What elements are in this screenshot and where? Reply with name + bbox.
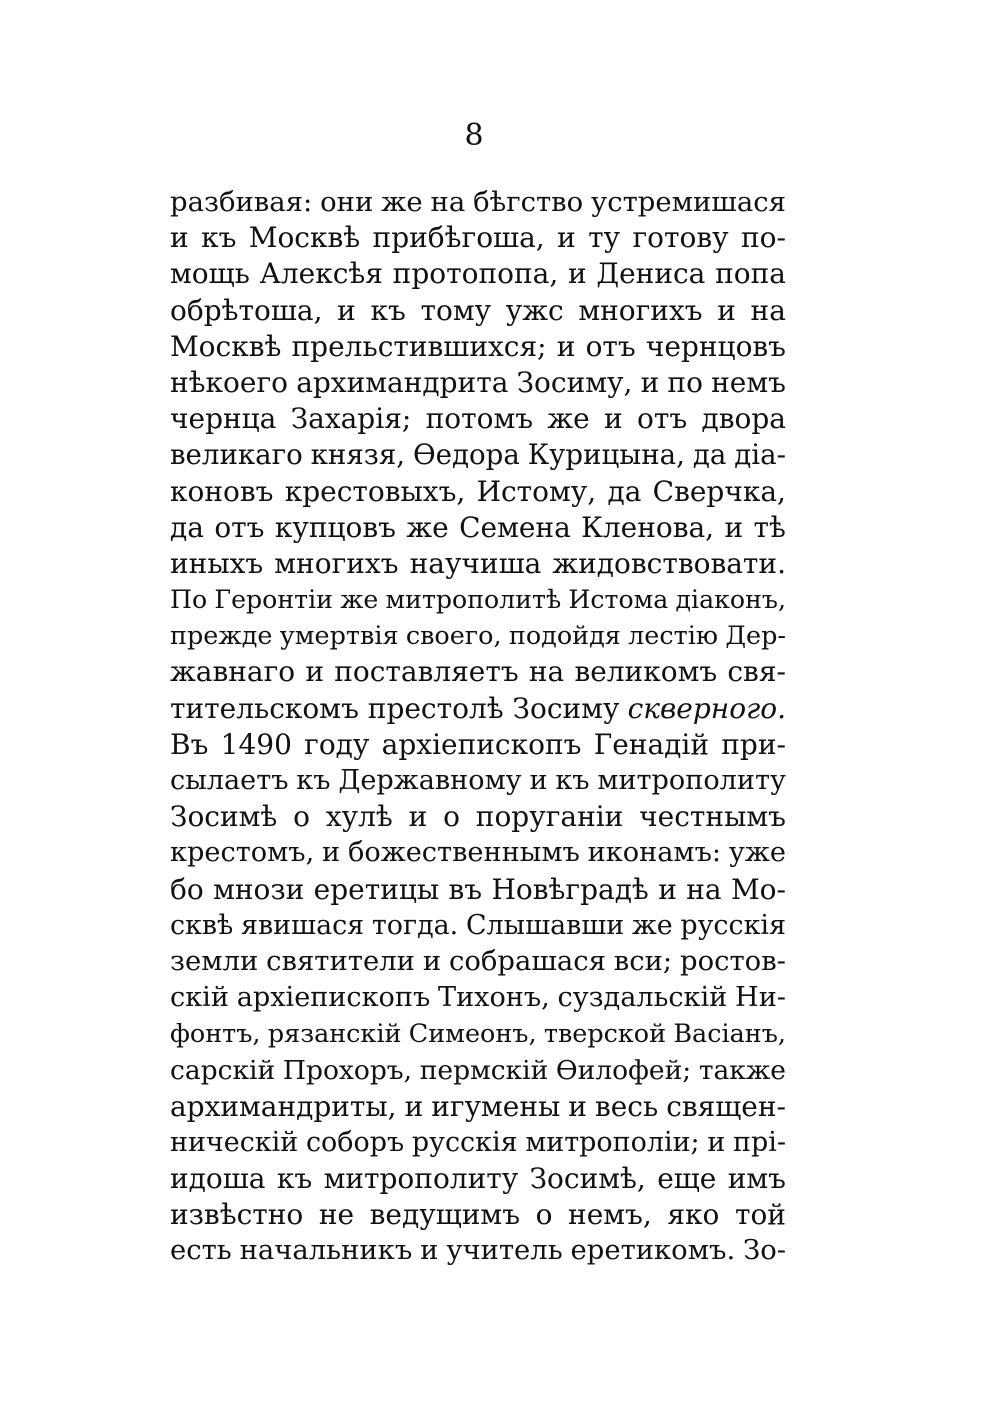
word: божественнымъ <box>347 837 580 869</box>
word: къ <box>370 293 406 327</box>
word: Семена <box>459 510 571 544</box>
word: при- <box>721 727 786 761</box>
word: Геронтіи <box>214 585 333 615</box>
word: и <box>717 293 736 327</box>
word: суздальскій <box>557 982 728 1014</box>
text-line <box>170 293 786 329</box>
word: и <box>170 221 189 255</box>
word: о <box>535 1198 553 1232</box>
word: еретикомъ. <box>570 1235 736 1267</box>
word: собрашася <box>448 945 606 977</box>
word: пермскій <box>419 1054 549 1086</box>
word: тѣ <box>753 510 786 544</box>
word: о <box>443 800 460 834</box>
word: протопопа, <box>392 257 559 291</box>
word: и <box>529 765 548 796</box>
word: разбивая: <box>170 186 313 218</box>
word: и <box>305 655 324 689</box>
word: научиша <box>409 546 542 580</box>
word: Ѳедора <box>413 438 520 472</box>
word: діаконъ, <box>675 585 786 615</box>
text-line <box>170 401 786 437</box>
word: поруганіи <box>475 800 624 834</box>
word: великаго <box>170 438 303 472</box>
word: и <box>604 402 623 436</box>
text-line <box>170 1161 786 1197</box>
word: русскія <box>680 909 786 941</box>
text-line <box>170 365 786 401</box>
word: фонтъ, <box>170 1019 261 1050</box>
word: Дениса <box>596 257 706 291</box>
word: устремишася <box>591 186 786 218</box>
word: и <box>724 510 744 544</box>
text-line <box>170 582 786 618</box>
text-line <box>170 546 786 582</box>
word: Въ <box>170 727 209 761</box>
word: къ <box>555 765 590 796</box>
word: попа <box>715 257 786 291</box>
word: митрополиту <box>323 1162 519 1196</box>
word: Ѳилофей; <box>555 1054 692 1086</box>
word: на <box>528 655 565 689</box>
page-number: 8 <box>464 118 484 153</box>
word: діа- <box>734 438 786 472</box>
word: чернцовъ <box>645 329 786 363</box>
word: крестовыхъ, <box>284 474 466 508</box>
word: они <box>320 186 374 218</box>
word: яко <box>667 1198 720 1232</box>
word: крестомъ, <box>170 837 315 869</box>
word: Зосимѣ <box>170 800 278 834</box>
word: архимандриты, <box>170 1089 397 1123</box>
word: архіепископъ <box>236 982 431 1014</box>
word: земли <box>170 945 259 977</box>
word: бо <box>170 872 204 906</box>
word: митрополіи; <box>525 1126 700 1158</box>
word: Зосимѣ, <box>529 1162 646 1196</box>
word: явишася <box>241 909 365 941</box>
word: начальникъ <box>239 1235 413 1267</box>
word: иконамъ: <box>587 837 722 869</box>
word: еще <box>657 1162 717 1196</box>
text-line <box>170 220 786 256</box>
word: Истому, <box>476 474 597 508</box>
word: же <box>547 402 590 436</box>
word: есть <box>170 1235 232 1267</box>
text-line <box>170 1233 786 1269</box>
word: по- <box>741 221 786 255</box>
word: умертвія <box>279 621 399 652</box>
word: отъ <box>585 329 636 363</box>
word: священ- <box>666 1089 786 1123</box>
word: святители <box>266 945 415 977</box>
word: скій <box>170 982 229 1014</box>
word: двора <box>701 402 786 436</box>
word: и <box>322 837 341 869</box>
text-line <box>170 1089 786 1125</box>
word: готову <box>632 221 729 255</box>
word: прельстившихся; <box>291 329 547 363</box>
word: еретицы <box>313 872 440 906</box>
word: чернца <box>170 402 277 436</box>
word: и <box>640 365 660 399</box>
word: соборъ <box>305 1126 405 1158</box>
text-line <box>170 510 786 546</box>
word: ведущимъ <box>369 1198 521 1232</box>
word: 1490 <box>220 727 292 761</box>
word: же <box>381 186 423 218</box>
text-line <box>170 872 786 908</box>
word: Слышавши <box>465 909 625 941</box>
word: Москвѣ <box>170 329 282 363</box>
word: подойдя <box>508 621 621 652</box>
text-line <box>170 474 786 510</box>
word: хулѣ <box>325 800 393 834</box>
word: митрополиту <box>597 765 786 796</box>
word: и <box>707 1126 726 1158</box>
word: сылаетъ <box>170 765 289 796</box>
word: архимандрита <box>296 365 509 399</box>
word: къ <box>276 1162 313 1196</box>
word: обрѣтоша, <box>170 293 323 327</box>
word: и <box>337 293 356 327</box>
word: на <box>430 186 466 218</box>
word: Новѣградѣ <box>491 872 649 906</box>
word: отъ <box>637 402 688 436</box>
word: ническій <box>170 1126 299 1158</box>
word: потомъ <box>425 402 534 436</box>
word: тому <box>420 293 492 327</box>
word: сарскій <box>170 1054 276 1086</box>
text-line <box>170 618 786 654</box>
word: мнози <box>213 872 305 906</box>
word: и <box>420 1235 439 1267</box>
word: и <box>404 1089 424 1123</box>
word: и <box>557 221 576 255</box>
word: къ <box>201 221 237 255</box>
word: да <box>170 510 204 544</box>
text-line <box>170 329 786 365</box>
word: и <box>422 945 442 977</box>
word: и <box>408 800 428 834</box>
word: честнымъ <box>639 800 786 834</box>
word: къ <box>296 765 331 796</box>
word: тогда. <box>371 909 459 941</box>
text-line <box>170 691 786 727</box>
word: бѣгство <box>473 186 584 218</box>
text-line <box>170 944 786 980</box>
word: поставляетъ <box>334 655 519 689</box>
word: игумены <box>431 1089 561 1123</box>
text-line <box>170 1016 786 1052</box>
word: князя, <box>310 438 406 472</box>
word: нѣкоего <box>170 365 289 399</box>
text-line <box>170 835 786 871</box>
word: той <box>734 1198 786 1232</box>
word: вси; <box>613 945 673 977</box>
word: Истома <box>568 585 669 615</box>
text-line <box>170 799 786 835</box>
word: Захарія; <box>290 402 412 436</box>
word: же <box>406 510 449 544</box>
word: митрополитѣ <box>385 585 562 615</box>
word: на <box>686 872 722 906</box>
word: также <box>698 1054 786 1086</box>
text-line <box>170 654 786 690</box>
word: по <box>667 365 703 399</box>
word: Прохоръ, <box>282 1054 413 1086</box>
text-line <box>170 256 786 292</box>
word: прежде <box>170 621 273 652</box>
word: иныхъ <box>170 546 264 580</box>
italic-word: скверного. <box>627 691 786 725</box>
word: купцовъ <box>274 510 396 544</box>
word: Тихонъ, <box>438 982 550 1014</box>
word: Державному <box>338 765 522 796</box>
word: Сверчка, <box>652 474 786 508</box>
word: ужс <box>505 293 564 327</box>
word: многихъ <box>578 293 703 327</box>
text-line <box>170 727 786 763</box>
word: Мо- <box>730 872 786 906</box>
text-line <box>170 763 786 799</box>
word: По <box>170 585 208 615</box>
word: архіепископъ <box>381 727 582 761</box>
word: лестію <box>628 621 719 652</box>
word: Генадій <box>593 727 710 761</box>
word: прибѣгоша, <box>372 221 545 255</box>
text-line <box>170 908 786 944</box>
word: извѣстно <box>170 1198 304 1232</box>
word: году <box>304 727 370 761</box>
word: Ни- <box>735 982 786 1014</box>
word: же <box>340 585 379 615</box>
word: немъ, <box>568 1198 652 1232</box>
word: Москвѣ <box>248 221 361 255</box>
word: не <box>318 1198 355 1232</box>
word: да <box>692 438 727 472</box>
word: ту <box>588 221 621 255</box>
word: коновъ <box>170 474 274 508</box>
word: да <box>607 474 642 508</box>
word: и <box>658 872 677 906</box>
text-line <box>170 437 786 473</box>
word: ростов- <box>680 945 786 977</box>
word: учитель <box>446 1235 563 1267</box>
word: мощь <box>170 257 250 291</box>
word: рязанскій <box>267 1019 402 1050</box>
word: въ <box>448 872 483 906</box>
text-line <box>170 1053 786 1089</box>
word: же <box>631 909 673 941</box>
word: и <box>556 329 576 363</box>
word: Кленова, <box>581 510 715 544</box>
word: идоша <box>170 1162 266 1196</box>
word: о <box>293 800 310 834</box>
text-line <box>170 980 786 1016</box>
word: сквѣ <box>170 909 234 941</box>
word: и <box>567 257 587 291</box>
word: прі- <box>733 1126 786 1158</box>
word: великомъ <box>574 655 718 689</box>
word: своего, <box>405 621 502 652</box>
word: русскія <box>411 1126 518 1158</box>
word: многихъ <box>274 546 399 580</box>
text-line <box>170 184 786 220</box>
word: Дер- <box>725 621 786 652</box>
word: тверской <box>543 1019 667 1050</box>
word: жавнаго <box>170 655 296 689</box>
word: Зо- <box>743 1235 786 1267</box>
text-line <box>170 1125 786 1161</box>
word: уже <box>728 837 786 869</box>
word: Курицына, <box>527 438 685 472</box>
word: Алексѣя <box>259 257 383 291</box>
word: жидовствовати. <box>552 546 786 580</box>
word: имъ <box>727 1162 786 1196</box>
word: и <box>568 1089 587 1123</box>
word: на <box>750 293 786 327</box>
word: немъ <box>711 365 786 399</box>
word: Зосиму, <box>516 365 633 399</box>
body-text <box>170 184 786 1270</box>
word: отъ <box>214 510 265 544</box>
text-line-roman: тительскомъ престолѣ Зосиму <box>170 691 620 725</box>
word: Васіанъ, <box>673 1019 786 1050</box>
word: весь <box>594 1089 659 1123</box>
text-line <box>170 1197 786 1233</box>
word: Симеонъ, <box>408 1019 537 1050</box>
word: свя- <box>727 655 786 689</box>
